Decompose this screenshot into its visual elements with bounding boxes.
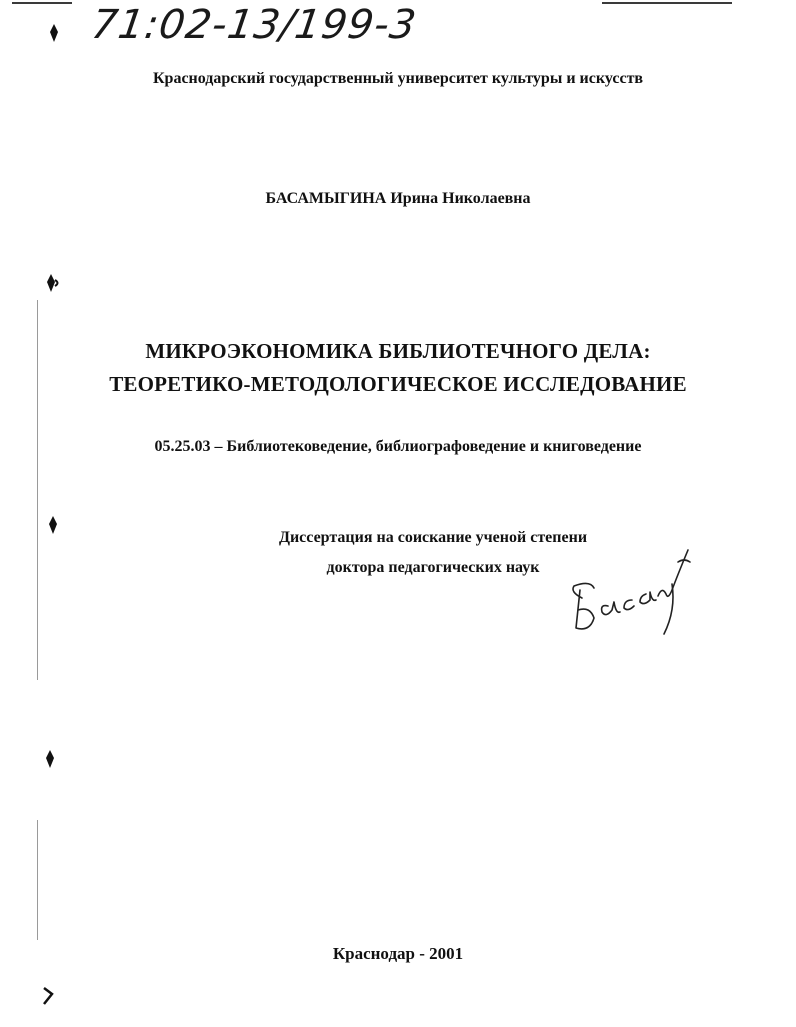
handwritten-signature-icon	[560, 540, 700, 640]
punch-mark-icon	[46, 22, 62, 44]
punch-mark-icon	[38, 984, 58, 1006]
dissertation-line-1: Диссертация на соискание ученой степени	[278, 529, 588, 546]
scan-top-rule-right	[602, 2, 732, 4]
title-line-1: МИКРОЭКОНОМИКА БИБЛИОТЕЧНОГО ДЕЛА:	[145, 339, 651, 363]
catalog-code-handwritten: 71:02-13/199-3	[88, 2, 420, 48]
punch-mark-icon	[44, 272, 62, 294]
scan-top-rule-left	[12, 2, 72, 4]
punch-mark-icon	[42, 748, 58, 770]
city-and-year: Краснодар - 2001	[332, 944, 464, 963]
title-line-2: ТЕОРЕТИКО-МЕТОДОЛОГИЧЕСКОЕ ИССЛЕДОВАНИЕ	[109, 372, 687, 396]
author-name: БАСАМЫГИНА Ирина Николаевна	[265, 190, 531, 207]
specialty-code: 05.25.03 – Библиотековедение, библиографоведение и книговедение	[154, 438, 642, 455]
institution-name: Краснодарский государственный университет культуры и искусств	[152, 70, 644, 87]
dissertation-line-2: доктора педагогических наук	[326, 559, 540, 576]
scan-margin-line-lower	[37, 820, 38, 940]
